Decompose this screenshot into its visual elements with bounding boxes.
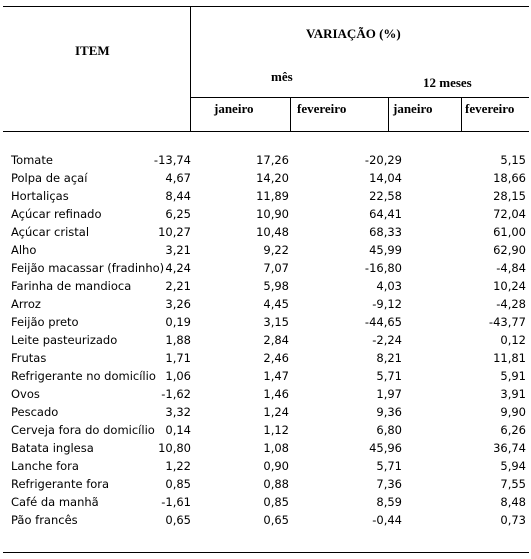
item-name: Ovos (11, 387, 40, 401)
month-subcolumn-divider (290, 97, 291, 131)
table-row (3, 439, 529, 457)
january-12m-value: 6,80 (376, 423, 402, 437)
february-month-value: 14,20 (256, 171, 289, 185)
january-12m-header: janeiro (393, 101, 433, 116)
january-month-value: 1,71 (165, 351, 191, 365)
february-12m-value: -4,28 (496, 297, 526, 311)
header-bottom-rule (3, 131, 529, 132)
january-month-value: 1,06 (165, 369, 191, 383)
february-month-value: 0,90 (263, 459, 289, 473)
february-12m-value: 0,12 (500, 333, 526, 347)
item-name: Farinha de mandioca (11, 279, 132, 293)
january-month-value: 10,27 (158, 225, 191, 239)
table-row (3, 421, 529, 439)
february-12m-value: 72,04 (493, 207, 526, 221)
item-name: Feijão macassar (fradinho) (11, 261, 165, 275)
february-12m-value: 9,90 (500, 405, 526, 419)
february-12m-value: 7,55 (500, 477, 526, 491)
february-month-value: 5,98 (263, 279, 289, 293)
january-month-value: 8,44 (165, 189, 191, 203)
table-row (3, 457, 529, 475)
item-name: Hortaliças (11, 189, 69, 203)
table-row (3, 331, 529, 349)
february-12m-value: 11,81 (493, 351, 526, 365)
january-12m-value: -16,80 (364, 261, 402, 275)
table-row (3, 511, 529, 529)
item-name: Frutas (11, 351, 47, 365)
item-name: Pão francês (11, 513, 78, 527)
february-12m-value: 5,15 (500, 153, 526, 167)
table-row (3, 313, 529, 331)
february-month-value: 1,08 (263, 441, 289, 455)
february-month-value: 9,22 (263, 243, 289, 257)
january-12m-value: 7,36 (376, 477, 402, 491)
february-12m-value: 0,73 (500, 513, 526, 527)
table-row (3, 169, 529, 187)
item-name: Tomate (11, 153, 53, 167)
february-month-value: 2,46 (263, 351, 289, 365)
february-month-value: 17,26 (256, 153, 289, 167)
january-12m-value: 8,59 (376, 495, 402, 509)
item-name: Lanche fora (11, 459, 79, 473)
january-12m-value: 14,04 (369, 171, 402, 185)
twelve-month-subcolumn-divider (461, 97, 462, 131)
january-month-value: 0,19 (165, 315, 191, 329)
january-month-value: 0,65 (165, 513, 191, 527)
item-name: Leite pasteurizado (11, 333, 118, 347)
february-month-value: 10,90 (256, 207, 289, 221)
february-month-value: 1,12 (263, 423, 289, 437)
variation-table (3, 6, 529, 553)
january-month-value: 4,24 (165, 261, 191, 275)
january-12m-value: -20,29 (364, 153, 402, 167)
subheader-rule (190, 97, 529, 98)
table-row (3, 223, 529, 241)
item-name: Café da manhã (11, 495, 99, 509)
january-month-value: -1,61 (161, 495, 191, 509)
table-row (3, 259, 529, 277)
item-name: Feijão preto (11, 315, 79, 329)
item-name: Refrigerante fora (11, 477, 110, 491)
february-12m-value: 3,91 (500, 387, 526, 401)
february-12m-value: 6,26 (500, 423, 526, 437)
january-month-value: 1,88 (165, 333, 191, 347)
january-12m-value: 5,71 (376, 459, 402, 473)
february-month-value: 0,85 (263, 495, 289, 509)
january-month-value: 3,26 (165, 297, 191, 311)
january-12m-value: 22,58 (369, 189, 402, 203)
table-row (3, 385, 529, 403)
january-month-value: 4,67 (165, 171, 191, 185)
january-12m-value: 68,33 (369, 225, 402, 239)
february-12m-value: 10,24 (493, 279, 526, 293)
february-month-header: fevereiro (297, 101, 347, 116)
table-row (3, 151, 529, 169)
table-row (3, 493, 529, 511)
january-month-value: 6,25 (165, 207, 191, 221)
table-row (3, 367, 529, 385)
february-12m-value: 61,00 (493, 225, 526, 239)
february-month-value: 1,24 (263, 405, 289, 419)
january-month-value: 3,32 (165, 405, 191, 419)
table-row (3, 277, 529, 295)
table-row (3, 349, 529, 367)
february-month-value: 1,46 (263, 387, 289, 401)
january-month-value: -1,62 (161, 387, 191, 401)
table-row (3, 403, 529, 421)
january-12m-value: -44,65 (364, 315, 402, 329)
february-12m-value: 36,74 (493, 441, 526, 455)
february-12m-value: 8,48 (500, 495, 526, 509)
table-row (3, 241, 529, 259)
february-month-value: 10,48 (256, 225, 289, 239)
item-name: Alho (11, 243, 37, 257)
january-month-value: 10,80 (158, 441, 191, 455)
variacao-header: VARIAÇÃO (%) (306, 26, 401, 41)
january-12m-value: -2,24 (372, 333, 402, 347)
february-12m-value: 62,90 (493, 243, 526, 257)
january-12m-value: 45,99 (369, 243, 402, 257)
february-month-value: 3,15 (263, 315, 289, 329)
item-header: ITEM (75, 43, 110, 58)
february-month-value: 2,84 (263, 333, 289, 347)
item-name: Pescado (11, 405, 59, 419)
january-12m-value: 5,71 (376, 369, 402, 383)
january-month-value: 1,22 (165, 459, 191, 473)
table-body (3, 151, 529, 529)
period-column-divider (388, 97, 389, 131)
item-name: Açúcar refinado (11, 207, 102, 221)
january-month-value: 0,85 (165, 477, 191, 491)
february-12m-value: -4,84 (496, 261, 526, 275)
month-header: mês (271, 69, 293, 84)
january-12m-value: 4,03 (376, 279, 402, 293)
item-name: Refrigerante no domicílio (11, 369, 156, 383)
table-row (3, 295, 529, 313)
item-name: Polpa de açaí (11, 171, 88, 185)
february-month-value: 0,65 (263, 513, 289, 527)
january-month-value: 3,21 (165, 243, 191, 257)
item-column-divider (190, 7, 191, 131)
february-month-value: 4,45 (263, 297, 289, 311)
item-name: Açúcar cristal (11, 225, 90, 239)
item-name: Batata inglesa (11, 441, 94, 455)
table-row (3, 475, 529, 493)
february-12m-value: 28,15 (493, 189, 526, 203)
january-month-value: 2,21 (165, 279, 191, 293)
february-12m-value: 18,66 (493, 171, 526, 185)
february-month-value: 1,47 (263, 369, 289, 383)
january-12m-value: -9,12 (372, 297, 402, 311)
table-row (3, 205, 529, 223)
february-month-value: 11,89 (256, 189, 289, 203)
january-12m-value: 45,96 (369, 441, 402, 455)
january-12m-value: 8,21 (376, 351, 402, 365)
february-12m-value: 5,94 (500, 459, 526, 473)
table-row (3, 187, 529, 205)
twelve-months-header: 12 meses (423, 75, 472, 90)
january-12m-value: 1,97 (376, 387, 402, 401)
january-12m-value: 9,36 (376, 405, 402, 419)
february-month-value: 7,07 (263, 261, 289, 275)
february-12m-value: 5,91 (500, 369, 526, 383)
february-12m-header: fevereiro (465, 101, 515, 116)
january-12m-value: -0,44 (372, 513, 402, 527)
item-name: Cerveja fora do domicílio (11, 423, 155, 437)
january-12m-value: 64,41 (369, 207, 402, 221)
item-name: Arroz (11, 297, 41, 311)
january-month-header: janeiro (214, 101, 254, 116)
january-month-value: -13,74 (153, 153, 191, 167)
february-12m-value: -43,77 (488, 315, 526, 329)
january-month-value: 0,14 (165, 423, 191, 437)
february-month-value: 0,88 (263, 477, 289, 491)
